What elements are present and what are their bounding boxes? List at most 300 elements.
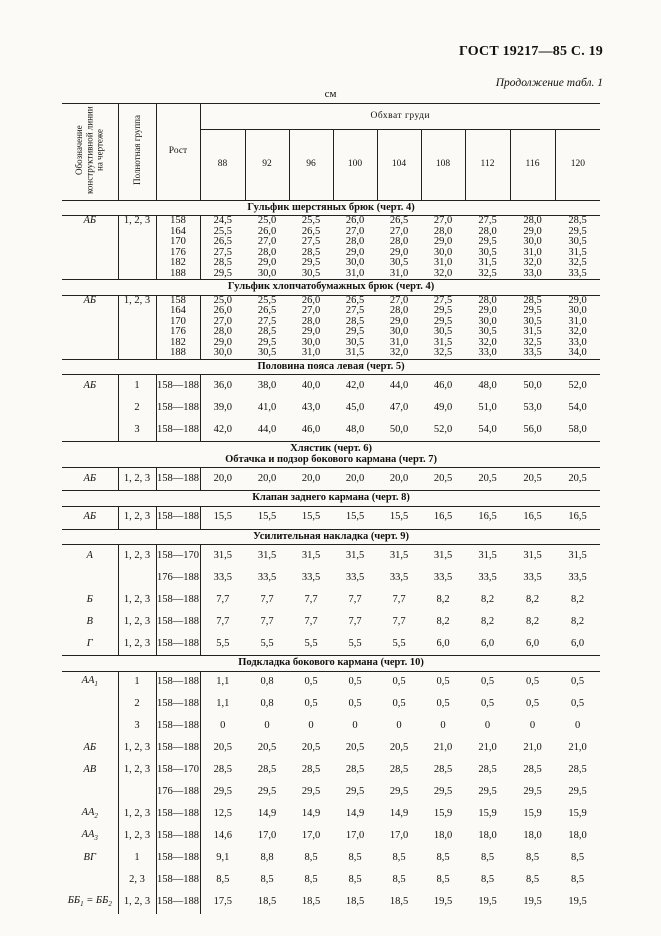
section-title: Гульфик хлопчатобумажных брюк (черт. 4) (62, 280, 600, 296)
fullness-group: 1, 2, 3 (118, 738, 156, 760)
value-cell: 7,7 (392, 615, 406, 627)
value-cell: 31,5 (523, 549, 542, 561)
value-cell: 6,0 (571, 637, 585, 649)
fullness-group: 3 (118, 716, 156, 738)
value-cell: 0 (264, 720, 270, 732)
value-cell: 54,0 (478, 423, 497, 435)
value-cell: 8,2 (436, 593, 450, 605)
value-cell: 28,5 (433, 764, 453, 776)
value-cell: 18,0 (568, 830, 587, 842)
value-cell: 18,5 (301, 896, 321, 908)
value-cell: 17,0 (389, 830, 409, 842)
value-cell: 31,5 (478, 549, 497, 561)
value-cell: 28,5 (257, 764, 277, 776)
value-cell: 5,5 (216, 637, 230, 649)
header-chest-88: 88 (200, 129, 245, 200)
value-cell: 15,9 (523, 808, 542, 820)
value-cell: 8,5 (304, 852, 318, 864)
value-cell: 20,0 (301, 472, 321, 484)
section-title: Гульфик шерстяных брюк (черт. 4) (62, 200, 600, 216)
line-designation: А (86, 549, 93, 561)
fullness-group: 2 (118, 694, 156, 716)
value-cell: 20,0 (389, 472, 409, 484)
line-designation: $АА_2$ (81, 807, 98, 821)
value-cell: 1,1 (216, 698, 230, 710)
height-range: 158—188 (156, 397, 200, 419)
height-range: 158—188 (156, 738, 200, 760)
value-cell: 33,5 (301, 571, 321, 583)
fullness-group: 1, 2, 3 (118, 216, 156, 280)
value-cell: 0,5 (480, 698, 495, 710)
value-cell: 29,5 (478, 786, 497, 798)
value-cell: 27,5 29,5 29,5 30,5 31,5 32,5 (433, 294, 453, 358)
value-cell: 28,5 29,5 30,5 31,5 32,5 33,5 (568, 215, 587, 279)
value-cell: 5,5 (348, 637, 362, 649)
line-designation: Г (86, 637, 93, 649)
value-cell: 44,0 (389, 379, 409, 391)
value-cell: 7,7 (216, 615, 230, 627)
value-cell: 46,0 (433, 379, 453, 391)
value-cell: 33,5 (568, 571, 587, 583)
value-cell: 8,5 (348, 852, 362, 864)
value-cell: 17,0 (301, 830, 321, 842)
value-cell: 17,0 (257, 830, 277, 842)
fullness-group: 1, 2, 3 (118, 295, 156, 359)
value-cell: 44,0 (257, 423, 277, 435)
value-cell: 33,5 (257, 571, 277, 583)
value-cell: 14,9 (257, 808, 277, 820)
table-row (62, 694, 600, 716)
value-cell: 48,0 (345, 423, 365, 435)
line-designation (62, 782, 118, 804)
value-cell: 1,1 (216, 676, 230, 688)
value-cell: 43,0 (301, 401, 321, 413)
value-cell: 17,0 (345, 830, 365, 842)
value-cell: 25,5 26,5 27,5 28,5 29,5 30,5 (301, 215, 321, 279)
value-cell: 8,2 (480, 593, 495, 605)
line-designation: ВГ (83, 852, 96, 864)
page-header: ГОСТ 19217—85 С. 19 (459, 44, 603, 59)
height-range: 158—170 (156, 545, 200, 568)
height-range: 158—188 (156, 468, 200, 491)
value-cell: 0,5 (571, 698, 585, 710)
value-cell: 26,5 27,0 28,0 29,0 30,5 31,0 (389, 215, 409, 279)
fullness-group (118, 782, 156, 804)
line-designation: $АА_1$ (81, 675, 98, 689)
value-cell: 7,7 (304, 615, 318, 627)
value-cell: 29,0 30,0 31,0 32,0 33,0 34,0 (568, 294, 587, 358)
value-cell: 24,5 25,5 26,5 27,5 28,5 29,5 (213, 215, 232, 279)
table-row (62, 826, 600, 848)
table-row (62, 633, 600, 656)
value-cell: 0,5 (436, 698, 450, 710)
height-range: 158—188 (156, 419, 200, 442)
fullness-group: 1, 2, 3 (118, 468, 156, 491)
value-cell: 7,7 (260, 615, 274, 627)
height-range: 158—170 (156, 760, 200, 782)
measurements-table (62, 103, 600, 914)
fullness-group: 1 (118, 848, 156, 870)
value-cell: 20,0 (257, 472, 277, 484)
line-designation (62, 419, 118, 442)
value-cell: 31,5 (301, 549, 321, 561)
line-designation: АБ (83, 742, 97, 754)
value-cell: 29,5 (433, 786, 453, 798)
value-cell: 19,5 (523, 896, 542, 908)
header-height: Рост (156, 104, 200, 201)
header-chest-104: 104 (377, 129, 421, 200)
value-cell: 5,5 (304, 637, 318, 649)
line-designation: АБ (83, 511, 97, 523)
value-cell: 6,0 (436, 637, 450, 649)
value-cell: 29,5 (568, 786, 587, 798)
height-range: 176—188 (156, 567, 200, 589)
value-cell: 20,5 (213, 742, 232, 754)
value-cell: 21,0 (523, 742, 542, 754)
value-cell: 0 (396, 720, 402, 732)
value-cell: 56,0 (523, 423, 542, 435)
value-cell: 33,5 (523, 571, 542, 583)
value-cell: 28,5 29,5 30,5 31,5 32,5 33,5 (523, 294, 542, 358)
header-chest-girth: Обхват груди (200, 104, 600, 130)
fullness-group: 3 (118, 419, 156, 442)
header-chest-92: 92 (245, 129, 289, 200)
height-range: 158—188 (156, 589, 200, 611)
unit-label: см (324, 88, 337, 100)
line-designation (62, 870, 118, 892)
table-row (62, 567, 600, 589)
value-cell: 31,5 (213, 549, 232, 561)
table-row (62, 760, 600, 782)
value-cell: 20,5 (257, 742, 277, 754)
table-row (62, 545, 600, 568)
value-cell: 0,5 (436, 676, 450, 688)
value-cell: 8,5 (260, 874, 274, 886)
value-cell: 7,7 (348, 593, 362, 605)
value-cell: 28,5 (478, 764, 497, 776)
table-row (62, 870, 600, 892)
table-row (62, 671, 600, 694)
value-cell: 29,5 (301, 786, 321, 798)
line-designation: АБ (83, 379, 97, 391)
table-row (62, 506, 600, 529)
value-cell: 31,5 (389, 549, 409, 561)
height-range: 158—188 (156, 892, 200, 914)
value-cell: 8,5 (480, 852, 495, 864)
value-cell: 31,5 (257, 549, 277, 561)
height-range: 158—188 (156, 848, 200, 870)
value-cell: 18,5 (345, 896, 365, 908)
value-cell: 40,0 (301, 379, 321, 391)
fullness-group: 1 (118, 375, 156, 398)
fullness-group: 2, 3 (118, 870, 156, 892)
value-cell: 0,5 (304, 698, 318, 710)
value-cell: 54,0 (568, 401, 587, 413)
table-row (62, 611, 600, 633)
value-cell: 42,0 (213, 423, 232, 435)
value-cell: 8,5 (436, 874, 450, 886)
value-cell: 18,5 (389, 896, 409, 908)
section-title: Клапан заднего кармана (черт. 8) (62, 491, 600, 507)
value-cell: 16,5 (433, 511, 453, 523)
value-cell: 0,8 (260, 676, 274, 688)
fullness-group (118, 567, 156, 589)
value-cell: 33,5 (389, 571, 409, 583)
value-cell: 0,5 (348, 676, 362, 688)
header-chest-112: 112 (465, 129, 510, 200)
height-range: 158—188 (156, 611, 200, 633)
value-cell: 33,5 (433, 571, 453, 583)
value-cell: 0 (440, 720, 446, 732)
value-cell: 50,0 (389, 423, 409, 435)
value-cell: 14,6 (213, 830, 232, 842)
value-cell: 8,8 (260, 852, 274, 864)
fullness-group: 1, 2, 3 (118, 760, 156, 782)
value-cell: 0,5 (525, 676, 540, 688)
value-cell: 14,9 (389, 808, 409, 820)
height-range: 158—188 (156, 694, 200, 716)
value-cell: 14,9 (301, 808, 321, 820)
table-row (62, 892, 600, 914)
value-cell: 26,5 27,5 28,5 29,5 30,5 31,5 (345, 294, 365, 358)
height-range: 158—188 (156, 870, 200, 892)
value-cell: 8,5 (348, 874, 362, 886)
value-cell: 25,0 26,0 27,0 28,0 29,0 30,0 (257, 215, 277, 279)
section-title: Усилительная накладка (черт. 9) (62, 529, 600, 545)
header-chest-100: 100 (333, 129, 377, 200)
line-designation (62, 716, 118, 738)
value-cell: 21,0 (478, 742, 497, 754)
table-row (62, 716, 600, 738)
value-cell: 0,5 (571, 676, 585, 688)
table-row (62, 468, 600, 491)
value-cell: 27,5 28,0 29,5 30,5 31,5 32,5 (478, 215, 497, 279)
value-cell: 20,5 (345, 742, 365, 754)
value-cell: 28,0 29,0 30,0 31,0 32,0 33,0 (523, 215, 542, 279)
value-cell: 17,5 (213, 896, 232, 908)
value-cell: 58,0 (568, 423, 587, 435)
value-cell: 7,7 (392, 593, 406, 605)
header-chest-120: 120 (555, 129, 600, 200)
value-cell: 0,8 (260, 698, 274, 710)
value-cell: 41,0 (257, 401, 277, 413)
height-range: 158—188 (156, 633, 200, 656)
height-range: 158—188 (156, 826, 200, 848)
line-designation (62, 694, 118, 716)
value-cell: 25,0 26,0 27,0 28,0 29,0 30,0 (213, 294, 232, 358)
value-cell: 31,5 (433, 549, 453, 561)
value-cell: 7,7 (216, 593, 230, 605)
value-cell: 19,5 (478, 896, 497, 908)
value-cell: 18,0 (523, 830, 542, 842)
value-cell: 49,0 (433, 401, 453, 413)
value-cell: 6,0 (525, 637, 540, 649)
line-designation: АБ (83, 215, 97, 226)
value-cell: 52,0 (568, 379, 587, 391)
value-cell: 20,0 (345, 472, 365, 484)
value-cell: 27,0 28,0 29,0 30,0 31,0 32,0 (389, 294, 409, 358)
value-cell: 19,5 (433, 896, 453, 908)
value-cell: 15,5 (389, 511, 409, 523)
value-cell: 21,0 (433, 742, 453, 754)
header-fullness-group: Полнотная группа (118, 104, 156, 201)
value-cell: 0,5 (480, 676, 495, 688)
value-cell: 33,5 (478, 571, 497, 583)
line-designation: АБ (83, 294, 97, 306)
fullness-group: 1, 2, 3 (118, 545, 156, 568)
fullness-group: 1 (118, 671, 156, 694)
value-cell: 8,5 (525, 874, 540, 886)
value-cell: 21,0 (568, 742, 587, 754)
fullness-group: 1, 2, 3 (118, 506, 156, 529)
table-row (62, 419, 600, 442)
value-cell: 29,5 (213, 786, 232, 798)
fullness-group: 1, 2, 3 (118, 589, 156, 611)
height-range: 158 164 170 176 182 188 (156, 295, 200, 359)
table-row (62, 397, 600, 419)
line-designation: Б (86, 593, 93, 605)
value-cell: 29,5 (257, 786, 277, 798)
value-cell: 26,0 27,0 28,0 29,0 30,0 31,0 (301, 294, 321, 358)
value-cell: 48,0 (478, 379, 497, 391)
value-cell: 8,5 (392, 874, 406, 886)
value-cell: 46,0 (301, 423, 321, 435)
value-cell: 50,0 (523, 379, 542, 391)
value-cell: 15,5 (213, 511, 232, 523)
value-cell: 28,5 (389, 764, 409, 776)
value-cell: 39,0 (213, 401, 232, 413)
table-row (62, 738, 600, 760)
value-cell: 15,9 (568, 808, 587, 820)
value-cell: 51,0 (478, 401, 497, 413)
height-range: 158—188 (156, 375, 200, 398)
height-range: 176—188 (156, 782, 200, 804)
value-cell: 16,5 (523, 511, 542, 523)
header-chest-116: 116 (510, 129, 555, 200)
height-range: 158—188 (156, 671, 200, 694)
value-cell: 29,5 (345, 786, 365, 798)
table-row (62, 848, 600, 870)
value-cell: 25,5 26,5 27,5 28,5 29,5 30,5 (257, 294, 277, 358)
value-cell: 18,0 (433, 830, 453, 842)
value-cell: 9,1 (216, 852, 230, 864)
value-cell: 8,5 (571, 852, 585, 864)
line-designation (62, 397, 118, 419)
table-row (62, 375, 600, 398)
value-cell: 33,5 (345, 571, 365, 583)
value-cell: 0,5 (348, 698, 362, 710)
section-title: Хлястик (черт. 6) Обтачка и подзор бокового кармана (черт. 7) (62, 442, 600, 468)
value-cell: 8,2 (436, 615, 450, 627)
value-cell: 8,5 (525, 852, 540, 864)
table-continuation-note: Продолжение табл. 1 (495, 77, 603, 89)
table-row (62, 782, 600, 804)
height-range: 158 164 170 176 182 188 (156, 216, 200, 280)
value-cell: 7,7 (304, 593, 318, 605)
fullness-group: 1, 2, 3 (118, 611, 156, 633)
value-cell: 8,2 (480, 615, 495, 627)
value-cell: 8,5 (571, 874, 585, 886)
value-cell: 15,5 (301, 511, 321, 523)
value-cell: 31,5 (345, 549, 365, 561)
table-row (62, 295, 600, 359)
section-title: Половина пояса левая (черт. 5) (62, 359, 600, 375)
height-range: 158—188 (156, 716, 200, 738)
table-row (62, 589, 600, 611)
value-cell: 0 (220, 720, 226, 732)
value-cell: 5,5 (392, 637, 406, 649)
value-cell: 12,5 (213, 808, 232, 820)
value-cell: 8,2 (571, 615, 585, 627)
value-cell: 0,5 (525, 698, 540, 710)
value-cell: 0 (352, 720, 358, 732)
value-cell: 8,5 (436, 852, 450, 864)
value-cell: 45,0 (345, 401, 365, 413)
value-cell: 33,5 (213, 571, 232, 583)
value-cell: 31,5 (568, 549, 587, 561)
value-cell: 26,0 27,0 28,0 29,0 30,0 31,0 (345, 215, 365, 279)
value-cell: 8,2 (525, 593, 540, 605)
value-cell: 0,5 (392, 698, 406, 710)
table-row (62, 804, 600, 826)
value-cell: 29,5 (389, 786, 409, 798)
value-cell: 47,0 (389, 401, 409, 413)
value-cell: 15,5 (257, 511, 277, 523)
value-cell: 20,5 (523, 472, 542, 484)
value-cell: 15,9 (478, 808, 497, 820)
value-cell: 20,5 (478, 472, 497, 484)
value-cell: 8,5 (480, 874, 495, 886)
value-cell: 0,5 (304, 676, 318, 688)
value-cell: 28,5 (301, 764, 321, 776)
value-cell: 28,5 (213, 764, 232, 776)
line-designation: $ББ_1 = ББ_2$ (67, 895, 112, 909)
value-cell: 8,5 (304, 874, 318, 886)
value-cell: 36,0 (213, 379, 232, 391)
header-line-designation: Обозначение конструктивной линии на чертеже (62, 104, 118, 201)
fullness-group: 2 (118, 397, 156, 419)
value-cell: 20,5 (568, 472, 587, 484)
value-cell: 28,0 29,0 30,0 30,5 32,0 33,0 (478, 294, 497, 358)
value-cell: 0 (484, 720, 491, 732)
value-cell: 28,5 (568, 764, 587, 776)
header-chest-96: 96 (289, 129, 333, 200)
value-cell: 0 (308, 720, 314, 732)
value-cell: 15,9 (433, 808, 453, 820)
value-cell: 7,7 (348, 615, 362, 627)
value-cell: 27,0 28,0 29,0 30,0 31,0 32,0 (433, 215, 453, 279)
value-cell: 0,5 (392, 676, 406, 688)
table-row (62, 216, 600, 280)
value-cell: 15,5 (345, 511, 365, 523)
header-chest-108: 108 (421, 129, 465, 200)
value-cell: 16,5 (478, 511, 497, 523)
value-cell: 53,0 (523, 401, 542, 413)
value-cell: 19,5 (568, 896, 587, 908)
value-cell: 14,9 (345, 808, 365, 820)
line-designation (62, 567, 118, 589)
value-cell: 7,7 (260, 593, 274, 605)
fullness-group: 1, 2, 3 (118, 633, 156, 656)
value-cell: 28,5 (345, 764, 365, 776)
value-cell: 16,5 (568, 511, 587, 523)
value-cell: 8,2 (525, 615, 540, 627)
value-cell: 20,5 (389, 742, 409, 754)
fullness-group: 1, 2, 3 (118, 892, 156, 914)
value-cell: 8,5 (392, 852, 406, 864)
section-title: Подкладка бокового кармана (черт. 10) (62, 656, 600, 672)
value-cell: 0 (574, 720, 581, 732)
